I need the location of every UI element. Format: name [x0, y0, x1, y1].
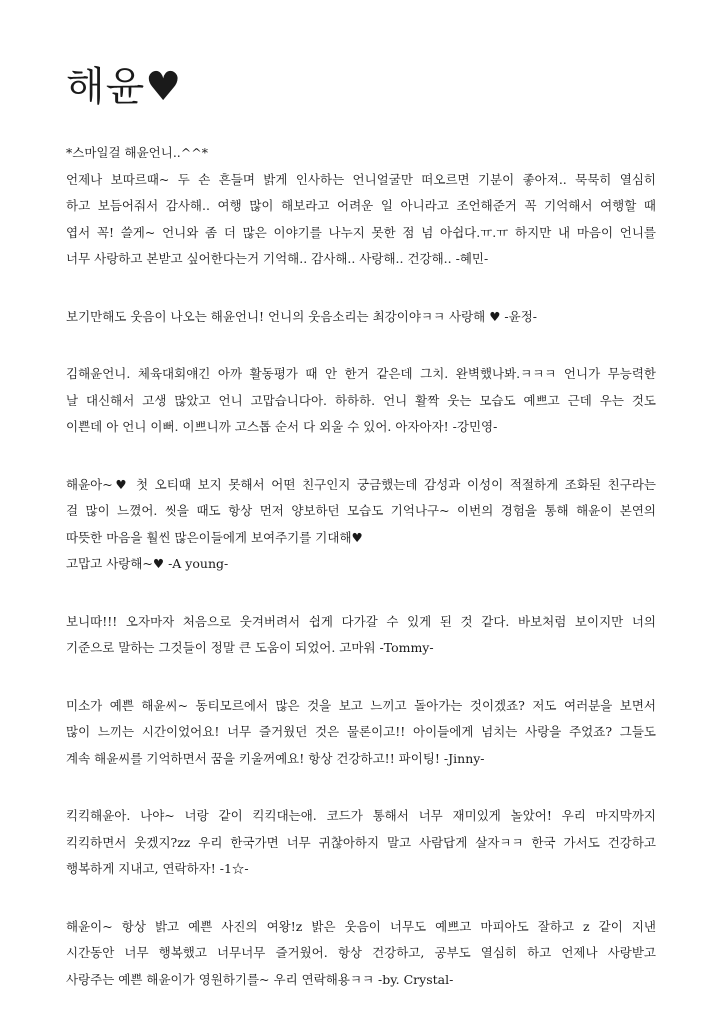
message-list: [66, 140, 656, 1024]
message-line: 날 대신해서 고생 많았고 언니 고맙습니다아. 하하하. 언니 활짝 웃는 모습도 예쁘고 근데 우는 것도: [66, 392, 656, 408]
message-line: 미소가 예쁜 해윤씨~ 동티모르에서 많은 것을 보고 느끼고 돌아가는 것이겠죠? 저도 여러분을 보면서: [66, 697, 656, 713]
message-line: 보니따!!! 오자마자 처음으로 웃겨버려서 쉽게 다가갈 수 있게 된 것 같다. 바보처럼 보이지만 너의: [66, 613, 656, 629]
message-line: 걸 많이 느꼈어. 씻을 때도 항상 먼저 양보하던 모습도 기억나구~ 이번의 경험을 통해 해윤이 본연의: [66, 503, 656, 518]
message-1: [66, 167, 656, 273]
message-line: 김해윤언니. 체육대회얘긴 아까 활동평가 때 안 한거 같은데 그치. 완벽했나봐.ㅋㅋㅋ 언니가 무능력한: [66, 366, 656, 381]
message-line: 보기만해도 웃음이 나오는 해윤언니! 언니의 웃음소리는 최강이야ㅋㅋ 사랑해 ♥ -윤정-: [66, 308, 537, 324]
message-line: 엽서 꼭! 쓸게~ 언니와 좀 더 많은 이야기를 나누지 못한 점 넘 아쉽다.ㅠ.ㅠ 하지만 내 마음이 언니를: [66, 224, 656, 240]
message-line: 고맙고 사랑해~♥ -A young-: [66, 556, 229, 571]
message-5: [66, 609, 656, 662]
message-line: 해윤아~♥ 첫 오티때 보지 못해서 어떤 친구인지 궁금했는데 감성과 이성이 적절하게 조화된 친구라는: [66, 476, 656, 492]
message-3: [66, 361, 656, 441]
subtitle: *스마일걸 해윤언니..^^*: [66, 145, 208, 160]
message-line: 계속 해윤씨를 기억하면서 꿈을 키울꺼예요! 항상 건강하고!! 파이팅! -Jinny-: [66, 750, 485, 766]
message-line: 하고 보듬어줘서 감사해.. 여행 많이 해보라고 어려운 일 아니라고 조언해준거 꼭 기억해서 여행할 때: [66, 198, 656, 213]
message-8: [66, 914, 656, 994]
message-line: 킥킥해윤아. 나야~ 너랑 같이 킥킥대는애. 코드가 통해서 너무 재미있게 놀았어! 우리 마지막까지: [66, 808, 656, 823]
message-7: [66, 803, 656, 883]
page-title: 해윤♥: [66, 64, 183, 110]
message-6: [66, 693, 656, 773]
message-line: 따뜻한 마음을 훨씬 많은이들에게 보여주기를 기대해♥: [66, 529, 363, 545]
message-line: 사랑주는 예쁜 해윤이가 영원하기를~ 우리 연락해용ㅋㅋ -by. Crystal-: [66, 971, 454, 987]
message-line: 기준으로 말하는 그것들이 정말 큰 도움이 되었어. 고마워 -Tommy-: [66, 640, 434, 655]
message-line: 이쁜데 아 언니 이뻐. 이쁘니까 고스톱 순서 다 외울 수 있어. 아자아자! -강민영-: [66, 419, 498, 434]
message-2: [66, 304, 656, 331]
message-line: 시간동안 너무 행복했고 너무너무 즐거웠어. 항상 건강하고, 공부도 열심히 하고 언제나 사랑받고: [66, 945, 656, 960]
message-line: 많이 느끼는 시간이었어요! 너무 즐거웠던 것은 물론이고!! 아이들에게 넘치는 사랑을 주었죠? 그들도: [66, 724, 656, 739]
message-4: [66, 472, 656, 578]
message-line: 행복하게 지내고, 연락하자! -1☆-: [66, 861, 249, 876]
message-line: 킥킥하면서 웃겠지?zz 우리 한국가면 너무 귀찮아하지 말고 사람답게 살자ㅋㅋ 한국 가서도 건강하고: [66, 834, 656, 850]
message-line: 너무 사랑하고 본받고 싶어한다는거 기억해.. 감사해.. 사랑해.. 건강해.. -혜민-: [66, 251, 489, 266]
message-line: 언제나 보따르때~ 두 손 흔들며 밝게 인사하는 언니얼굴만 떠오르면 기분이 좋아져.. 묵묵히 열심히: [66, 171, 656, 187]
message-line: 해윤이~ 항상 밝고 예쁜 사진의 여왕!z 밝은 웃음이 너무도 예쁘고 마피아도 잘하고 z 같이 지낸: [66, 918, 656, 934]
